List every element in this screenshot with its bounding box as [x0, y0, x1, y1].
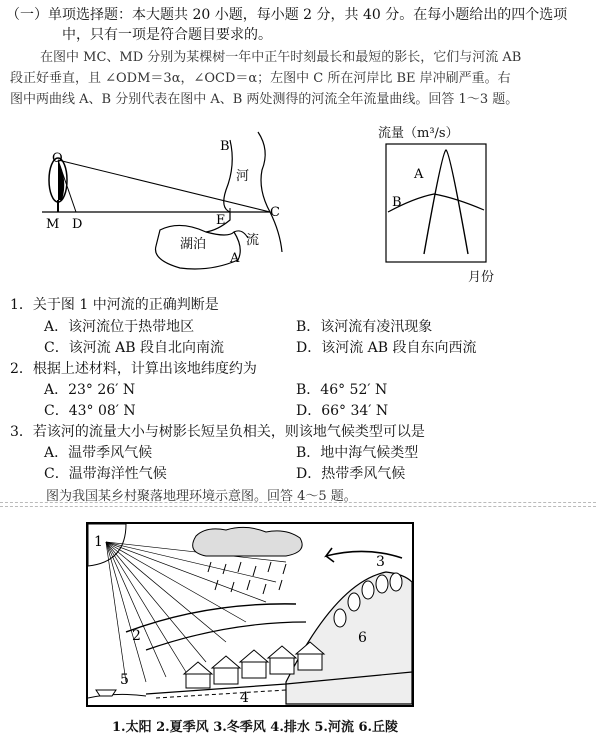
- label-lake: 湖泊: [180, 237, 207, 252]
- curve-A-label: A: [414, 167, 424, 182]
- question-2-option-a: A．23° 26′ N: [44, 382, 136, 398]
- label-flow: 流: [246, 233, 260, 248]
- river-right-bank: [258, 132, 282, 252]
- village-figure: [86, 522, 414, 707]
- label-E: E: [216, 213, 226, 228]
- question-1-option-d: D．该河流 AB 段自东向西流: [296, 340, 477, 356]
- label-A: A: [230, 251, 240, 266]
- flow-chart: [384, 142, 494, 267]
- line-OC: [58, 160, 270, 212]
- question-3-stem: 3．若该河的流量大小与树影长短呈负相关，则该地气候类型可以是: [10, 424, 425, 440]
- fig2-number-4: 4: [240, 690, 249, 706]
- question-1-stem: 1．关于图 1 中河流的正确判断是: [10, 297, 219, 313]
- question-2-option-d: D．66° 34′ N: [296, 403, 389, 419]
- river-map-figure: [30, 120, 330, 280]
- label-river: 河: [236, 169, 250, 184]
- flow-chart-xlabel: 月份: [468, 270, 495, 285]
- passage1-line1: 在图中 MC、MD 分别为某棵树一年中正午时刻最长和最短的影长，它们与河流 AB: [40, 50, 522, 65]
- question-2-option-b: B．46° 52′ N: [296, 382, 388, 398]
- passage2: 图为我国某乡村聚落地理环境示意图。回答 4～5 题。: [46, 489, 357, 504]
- passage1-line3: 图中两曲线 A、B 分别代表在图中 A、B 两处测得的河流全年流量曲线。回答 1～3 题。: [10, 92, 519, 107]
- passage1-line2: 段正好垂直，且 ∠ODM＝3α，∠OCD＝α；左图中 C 所在河岸比 BE 岸冲刷严重。右: [10, 71, 511, 86]
- boat-icon: [96, 690, 116, 696]
- rain-cloud: [193, 527, 302, 556]
- question-3-option-a: A．温带季风气候: [44, 445, 153, 461]
- question-2-stem: 2．根据上述材料，计算出该地纬度约为: [10, 361, 257, 377]
- question-3-option-b: B．地中海气候类型: [296, 445, 419, 461]
- question-1-option-a: A．该河流位于热带地区: [44, 319, 195, 335]
- fig2-number-3: 3: [376, 554, 385, 570]
- flow-chart-title: 流量（m³/s）: [378, 126, 459, 141]
- curve-B-label: B: [392, 195, 402, 210]
- label-M: M: [46, 217, 60, 232]
- page-break-top: [0, 502, 596, 503]
- label-B: B: [220, 139, 230, 154]
- question-1-option-c: C．该河流 AB 段自北向南流: [44, 340, 225, 356]
- section-heading-line1: （一）单项选择题：本大题共 20 小题，每小题 2 分，共 40 分。在每小题给出的四个选项: [6, 7, 568, 23]
- question-3-option-d: D．热带季风气候: [296, 466, 406, 482]
- label-O: O: [52, 151, 63, 166]
- page-break-bottom: [0, 506, 596, 507]
- question-3-option-c: C．温带海洋性气候: [44, 466, 167, 482]
- village-figure-caption: 1.太阳 2.夏季风 3.冬季风 4.排水 5.河流 6.丘陵: [112, 720, 399, 735]
- section-heading-line2: 中，只有一项是符合题目要求的。: [62, 27, 272, 43]
- fig2-number-2: 2: [132, 628, 141, 644]
- label-D: D: [72, 217, 83, 232]
- question-1-option-b: B．该河流有凌汛现象: [296, 319, 433, 335]
- fig2-number-5: 5: [120, 672, 129, 688]
- fig2-number-6: 6: [358, 630, 367, 646]
- fig2-number-1: 1: [94, 534, 103, 550]
- question-2-option-c: C．43° 08′ N: [44, 403, 136, 419]
- label-C: C: [270, 205, 280, 220]
